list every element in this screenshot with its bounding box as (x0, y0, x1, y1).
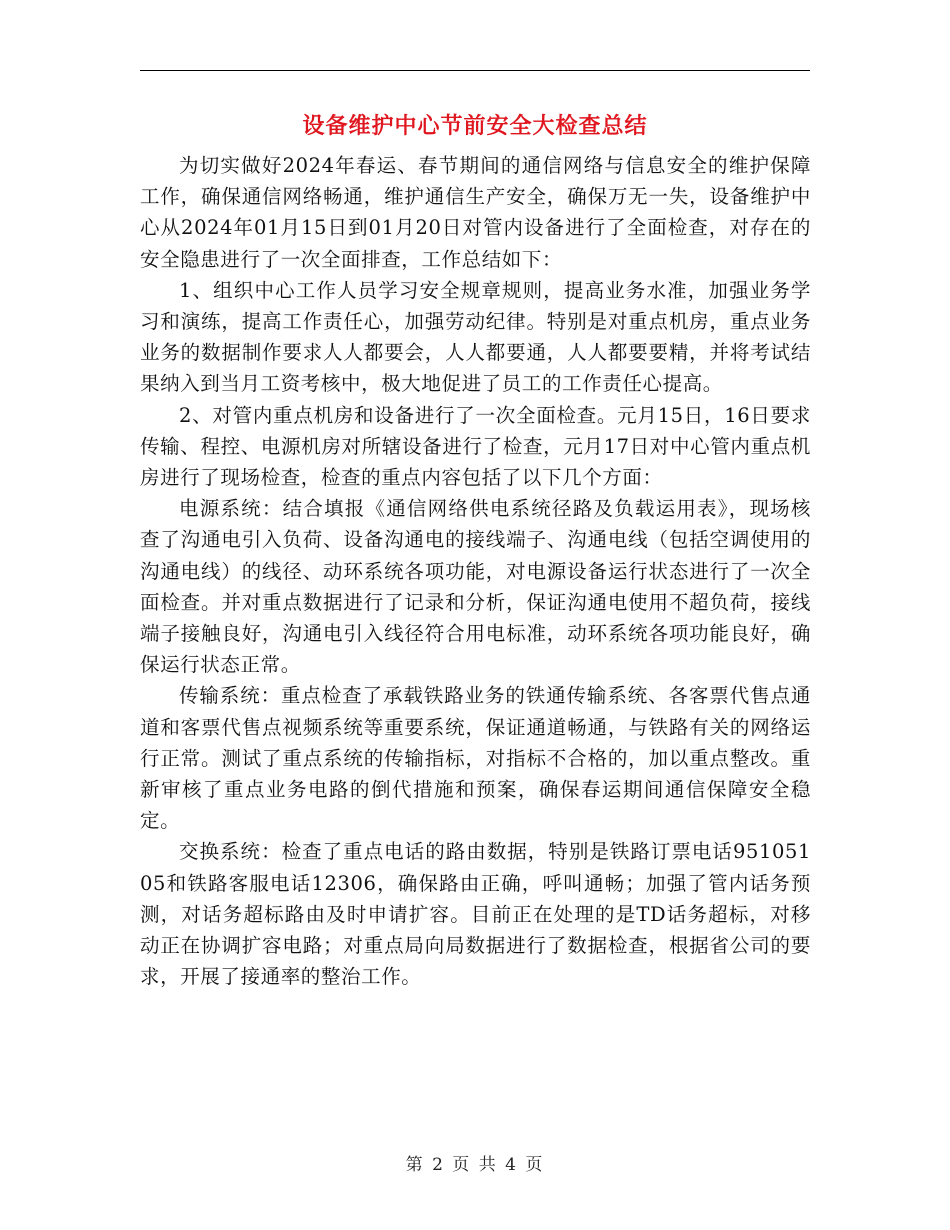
transmission-system-paragraph: 传输系统：重点检查了承载铁路业务的铁通传输系统、各客票代售点通道和客票代售点视频系统等重要系统，保证通道畅通，与铁路有关的网络运行正常。测试了重点系统的传输指标，对指标不合格的，加以重点整改。重新审核了重点业务电路的倒代措施和预案，确保春运期间通信保障安全稳定。 (140, 684, 811, 833)
document-title: 设备维护中心节前安全大检查总结 (302, 113, 648, 139)
item-1-paragraph: 1、组织中心工作人员学习安全规章规则，提高业务水准，加强业务学习和演练，提高工作责任心，加强劳动纪律。特别是对重点机房，重点业务业务的数据制作要求人人都要会，人人都要通，人人都要要精，并将考试结果纳入到当月工资考核中，极大地促进了员工的工作责任心提高。 (140, 278, 811, 396)
power-system-paragraph: 电源系统：结合填报《通信网络供电系统径路及负载运用表》，现场核查了沟通电引入负荷、设备沟通电的接线端子、沟通电线（包括空调使用的沟通电线）的线径、动环系统各项功能，对电源设备运行状态进行了一次全面检查。并对重点数据进行了记录和分析，保证沟通电使用不超负荷，接线端子接触良好，沟通电引入线径符合用电标准，动环系统各项功能良好，确保运行状态正常。 (140, 497, 811, 677)
switching-system-paragraph: 交换系统：检查了重点电话的路由数据，特别是铁路订票电话95105105和铁路客服电话12306，确保路由正确，呼叫通畅；加强了管内话务预测，对话务超标路由及时申请扩容。目前正在处理的是TD话务超标，对移动正在协调扩容电路；对重点局向局数据进行了数据检查，根据省公司的要求，开展了接通率的整治工作。 (140, 840, 811, 989)
intro-paragraph: 为切实做好2024年春运、春节期间的通信网络与信息安全的维护保障工作，确保通信网络畅通，维护通信生产安全，确保万无一失，设备维护中心从2024年01月15日到01月20日对管内设备进行了全面检查，对存在的安全隐患进行了一次全面排查，工作总结如下： (140, 154, 811, 271)
header-rule (140, 70, 810, 71)
document-body (140, 150, 811, 992)
page-number-footer: 第 2 页 共 4 页 (405, 1155, 545, 1175)
item-2-paragraph: 2、对管内重点机房和设备进行了一次全面检查。元月15日，16日要求传输、程控、电源机房对所辖设备进行了检查，元月17日对中心管内重点机房进行了现场检查，检查的重点内容包括了以下几个方面： (140, 403, 811, 490)
